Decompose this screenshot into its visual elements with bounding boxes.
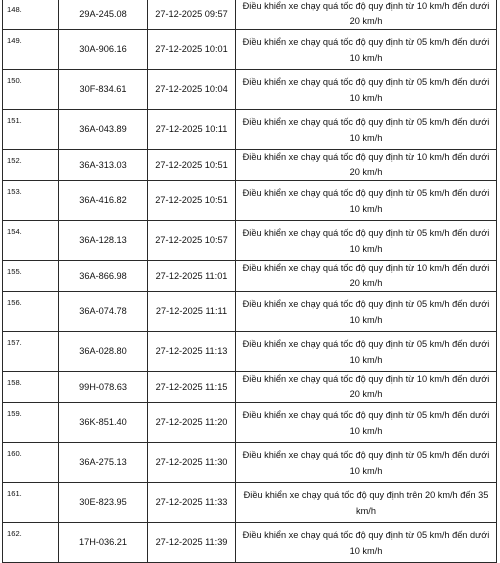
- license-plate-cell: 36A-043.89: [59, 110, 148, 150]
- table-row: [3, 150, 497, 181]
- violation-time-cell: 27-12-2025 11:01: [148, 261, 236, 292]
- violation-time-cell: 27-12-2025 10:01: [148, 30, 236, 70]
- table-row: [3, 523, 497, 563]
- row-number-cell: 162.: [3, 523, 59, 563]
- license-plate-cell: 36A-028.80: [59, 332, 148, 372]
- violation-description-cell: Điều khiển xe chạy quá tốc độ quy định từ 10 km/h đến dưới 20 km/h: [236, 0, 497, 30]
- row-number-cell: 152.: [3, 150, 59, 181]
- row-number-cell: 148.: [3, 0, 59, 30]
- table-row: [3, 332, 497, 372]
- license-plate-cell: 36A-313.03: [59, 150, 148, 181]
- violation-time-cell: 27-12-2025 11:39: [148, 523, 236, 563]
- violation-time-cell: 27-12-2025 10:11: [148, 110, 236, 150]
- violation-time-cell: 27-12-2025 11:11: [148, 292, 236, 332]
- license-plate-cell: 99H-078.63: [59, 372, 148, 403]
- row-number-cell: 158.: [3, 372, 59, 403]
- violation-description-cell: Điều khiển xe chạy quá tốc độ quy định từ 05 km/h đến dưới 10 km/h: [236, 70, 497, 110]
- violation-description-cell: Điều khiển xe chạy quá tốc độ quy định từ 05 km/h đến dưới 10 km/h: [236, 30, 497, 70]
- table-row: [3, 110, 497, 150]
- license-plate-cell: 29A-245.08: [59, 0, 148, 30]
- violation-description-cell: Điều khiển xe chạy quá tốc độ quy định từ 05 km/h đến dưới 10 km/h: [236, 221, 497, 261]
- violation-time-cell: 27-12-2025 11:33: [148, 483, 236, 523]
- violation-description-cell: Điều khiển xe chạy quá tốc độ quy định từ 05 km/h đến dưới 10 km/h: [236, 181, 497, 221]
- license-plate-cell: 36A-128.13: [59, 221, 148, 261]
- violations-table-body: [3, 0, 497, 563]
- table-row: [3, 0, 497, 30]
- row-number-cell: 155.: [3, 261, 59, 292]
- table-row: [3, 30, 497, 70]
- license-plate-cell: 30A-906.16: [59, 30, 148, 70]
- violation-time-cell: 27-12-2025 10:57: [148, 221, 236, 261]
- violation-description-cell: Điều khiển xe chạy quá tốc độ quy định từ 10 km/h đến dưới 20 km/h: [236, 372, 497, 403]
- license-plate-cell: 36K-851.40: [59, 403, 148, 443]
- license-plate-cell: 36A-416.82: [59, 181, 148, 221]
- row-number-cell: 156.: [3, 292, 59, 332]
- row-number-cell: 160.: [3, 443, 59, 483]
- violation-time-cell: 27-12-2025 11:20: [148, 403, 236, 443]
- table-row: [3, 403, 497, 443]
- table-row: [3, 181, 497, 221]
- license-plate-cell: 36A-275.13: [59, 443, 148, 483]
- table-row: [3, 70, 497, 110]
- violation-time-cell: 27-12-2025 09:57: [148, 0, 236, 30]
- table-row: [3, 221, 497, 261]
- violation-description-cell: Điều khiển xe chạy quá tốc độ quy định từ 05 km/h đến dưới 10 km/h: [236, 110, 497, 150]
- row-number-cell: 149.: [3, 30, 59, 70]
- violation-description-cell: Điều khiển xe chạy quá tốc độ quy định từ 05 km/h đến dưới 10 km/h: [236, 292, 497, 332]
- license-plate-cell: 30E-823.95: [59, 483, 148, 523]
- table-row: [3, 372, 497, 403]
- violation-time-cell: 27-12-2025 11:30: [148, 443, 236, 483]
- row-number-cell: 154.: [3, 221, 59, 261]
- violation-description-cell: Điều khiển xe chạy quá tốc độ quy định từ 05 km/h đến dưới 10 km/h: [236, 443, 497, 483]
- row-number-cell: 157.: [3, 332, 59, 372]
- violation-description-cell: Điều khiển xe chạy quá tốc độ quy định từ 05 km/h đến dưới 10 km/h: [236, 523, 497, 563]
- violation-time-cell: 27-12-2025 11:13: [148, 332, 236, 372]
- license-plate-cell: 30F-834.61: [59, 70, 148, 110]
- row-number-cell: 150.: [3, 70, 59, 110]
- violations-table: [2, 0, 497, 563]
- violation-time-cell: 27-12-2025 10:51: [148, 150, 236, 181]
- row-number-cell: 153.: [3, 181, 59, 221]
- table-row: [3, 292, 497, 332]
- license-plate-cell: 36A-074.78: [59, 292, 148, 332]
- violation-description-cell: Điều khiển xe chạy quá tốc độ quy định từ 05 km/h đến dưới 10 km/h: [236, 403, 497, 443]
- violation-description-cell: Điều khiển xe chạy quá tốc độ quy định từ 10 km/h đến dưới 20 km/h: [236, 150, 497, 181]
- violation-time-cell: 27-12-2025 10:51: [148, 181, 236, 221]
- license-plate-cell: 17H-036.21: [59, 523, 148, 563]
- violation-time-cell: 27-12-2025 10:04: [148, 70, 236, 110]
- table-row: [3, 483, 497, 523]
- row-number-cell: 151.: [3, 110, 59, 150]
- row-number-cell: 159.: [3, 403, 59, 443]
- table-row: [3, 443, 497, 483]
- violation-description-cell: Điều khiển xe chạy quá tốc độ quy định trên 20 km/h đến 35 km/h: [236, 483, 497, 523]
- violation-description-cell: Điều khiển xe chạy quá tốc độ quy định từ 05 km/h đến dưới 10 km/h: [236, 332, 497, 372]
- table-row: [3, 261, 497, 292]
- row-number-cell: 161.: [3, 483, 59, 523]
- violation-description-cell: Điều khiển xe chạy quá tốc độ quy định từ 10 km/h đến dưới 20 km/h: [236, 261, 497, 292]
- violation-time-cell: 27-12-2025 11:15: [148, 372, 236, 403]
- license-plate-cell: 36A-866.98: [59, 261, 148, 292]
